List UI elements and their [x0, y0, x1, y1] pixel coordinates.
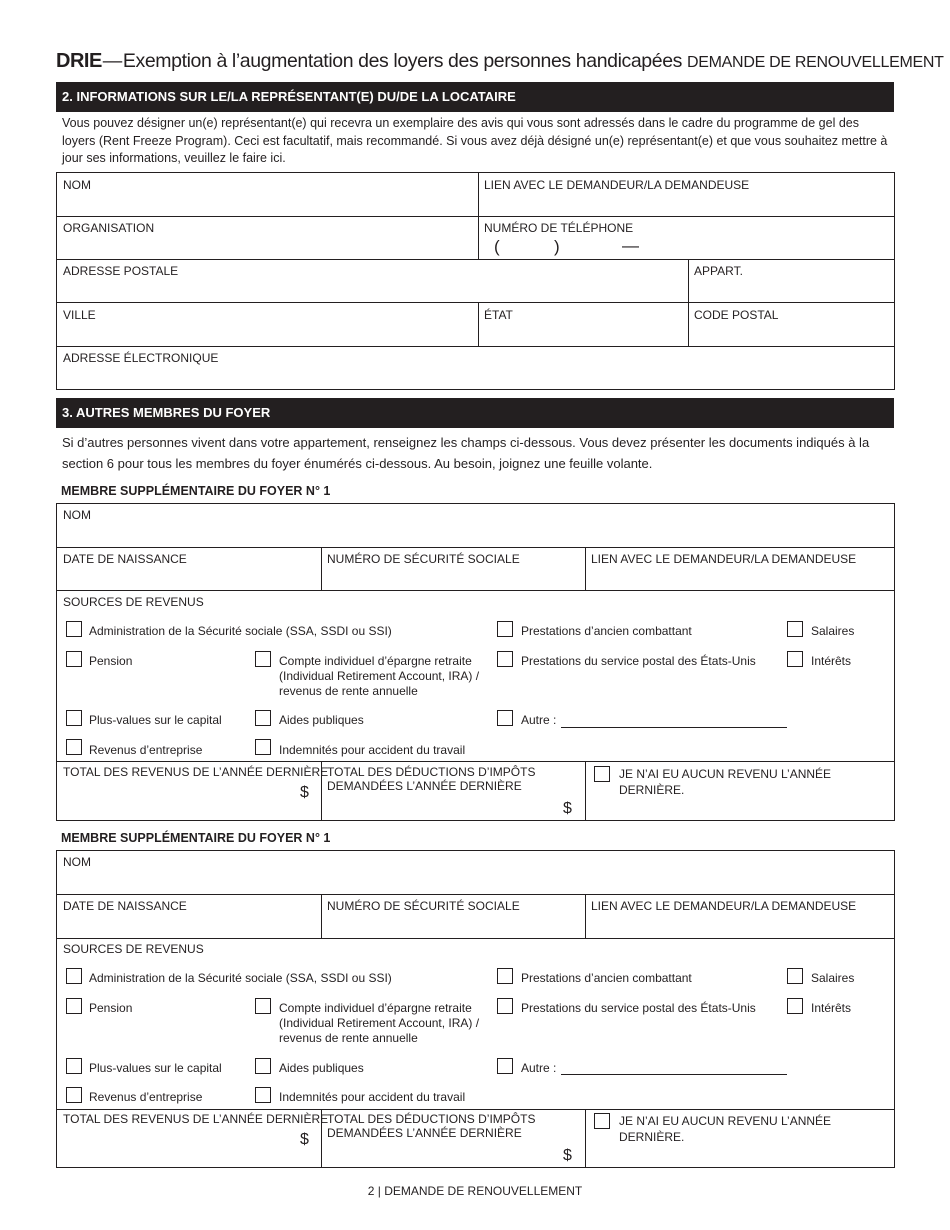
member-1-ssn-field[interactable]: NUMÉRO DE SÉCURITÉ SOCIALE	[327, 552, 520, 566]
section-2-header: 2. INFORMATIONS SUR LE/LA REPRÉSENTANT(E) DU/DE LA LOCATAIRE	[56, 82, 894, 112]
member-1-name-field[interactable]: NOM	[63, 508, 91, 522]
member-2-interets-checkbox[interactable]	[787, 998, 803, 1014]
rep-city-field[interactable]: VILLE	[63, 308, 96, 322]
member-2-postal-checkbox[interactable]	[497, 998, 513, 1014]
member-1-interets-checkbox[interactable]	[787, 651, 803, 667]
rep-name-field[interactable]: NOM	[63, 178, 91, 192]
member-1-total-deductions-field[interactable]: TOTAL DES DÉDUCTIONS D’IMPÔTS DEMANDÉES L’ANNÉE DERNIÈRE	[327, 765, 536, 793]
member-1-veteran-checkbox[interactable]	[497, 621, 513, 637]
member-2-pension-label: Pension	[89, 1001, 133, 1015]
member-1-ira-label: Compte individuel d’épargne retraite (Individual Retirement Account, IRA) / revenus de rente annuelle	[279, 654, 480, 698]
member-2-no-income-label: JE N’AI EU AUCUN REVENU L’ANNÉE DERNIÈRE.	[619, 1114, 832, 1144]
form-type: DEMANDE DE RENOUVELLEMENT	[687, 54, 944, 71]
member-1-autre-input[interactable]	[561, 727, 787, 728]
phone-open-paren: (	[494, 237, 500, 256]
member-2-autre-checkbox[interactable]	[497, 1058, 513, 1074]
member-2-title: MEMBRE SUPPLÉMENTAIRE DU FOYER N° 1	[61, 831, 331, 845]
member-2-salaires-checkbox[interactable]	[787, 968, 803, 984]
member-1-total-income-currency: $	[300, 784, 309, 801]
member-1-ssa-label: Administration de la Sécurité sociale (SSA, SSDI ou SSI)	[89, 624, 392, 638]
member-2-relationship-field[interactable]: LIEN AVEC LE DEMANDEUR/LA DEMANDEUSE	[591, 899, 857, 913]
member-1-entreprise-checkbox[interactable]	[66, 739, 82, 755]
form-code: DRIE	[56, 50, 102, 72]
rep-state-field[interactable]: ÉTAT	[484, 308, 513, 322]
member-1-entreprise-label: Revenus d’entreprise	[89, 743, 203, 757]
member-1-accident-checkbox[interactable]	[255, 739, 271, 755]
member-2-ssn-field[interactable]: NUMÉRO DE SÉCURITÉ SOCIALE	[327, 899, 520, 913]
member-2-total-deductions-currency: $	[563, 1147, 572, 1164]
member-1-ira-checkbox[interactable]	[255, 651, 271, 667]
form-name: Exemption à l’augmentation des loyers des personnes handicapées	[122, 50, 682, 72]
member-1-plusvalues-checkbox[interactable]	[66, 710, 82, 726]
member-2-postal-label: Prestations du service postal des États-Unis	[521, 1001, 756, 1015]
member-2-autre-label: Autre :	[521, 1061, 557, 1075]
member-2-total-income-currency: $	[300, 1131, 309, 1148]
member-2-ssa-label: Administration de la Sécurité sociale (SSA, SSDI ou SSI)	[89, 971, 392, 985]
member-1-veteran-label: Prestations d’ancien combattant	[521, 624, 692, 638]
member-2-ira-label: Compte individuel d’épargne retraite (Individual Retirement Account, IRA) / revenus de rente annuelle	[279, 1001, 480, 1045]
member-2-plusvalues-checkbox[interactable]	[66, 1058, 82, 1074]
member-1-no-income-checkbox[interactable]	[594, 766, 610, 782]
representative-form	[56, 172, 895, 390]
member-2-total-deductions-field[interactable]: TOTAL DES DÉDUCTIONS D’IMPÔTS DEMANDÉES L’ANNÉE DERNIÈRE	[327, 1112, 536, 1140]
phone-close-paren: )	[554, 237, 560, 256]
member-2-name-field[interactable]: NOM	[63, 855, 91, 869]
member-2-no-income-checkbox[interactable]	[594, 1113, 610, 1129]
rep-address-field[interactable]: ADRESSE POSTALE	[63, 264, 179, 278]
member-2-veteran-checkbox[interactable]	[497, 968, 513, 984]
member-1-form	[56, 503, 895, 821]
member-2-pension-checkbox[interactable]	[66, 998, 82, 1014]
member-2-entreprise-checkbox[interactable]	[66, 1087, 82, 1103]
member-1-aides-label: Aides publiques	[279, 713, 364, 727]
member-1-pension-checkbox[interactable]	[66, 651, 82, 667]
member-1-dob-field[interactable]: DATE DE NAISSANCE	[63, 552, 187, 566]
member-1-autre-label: Autre :	[521, 713, 557, 727]
title-dash: —	[102, 50, 122, 72]
member-1-relationship-field[interactable]: LIEN AVEC LE DEMANDEUR/LA DEMANDEUSE	[591, 552, 857, 566]
member-2-aides-checkbox[interactable]	[255, 1058, 271, 1074]
member-2-veteran-label: Prestations d’ancien combattant	[521, 971, 692, 985]
member-2-ssa-checkbox[interactable]	[66, 968, 82, 984]
member-2-ira-checkbox[interactable]	[255, 998, 271, 1014]
section-3-header: 3. AUTRES MEMBRES DU FOYER	[56, 398, 894, 428]
member-2-accident-checkbox[interactable]	[255, 1087, 271, 1103]
member-1-interets-label: Intérêts	[811, 654, 852, 668]
member-1-ssa-checkbox[interactable]	[66, 621, 82, 637]
member-1-accident-label: Indemnités pour accident du travail	[279, 743, 466, 757]
rep-email-field[interactable]: ADRESSE ÉLECTRONIQUE	[63, 351, 219, 365]
member-2-accident-label: Indemnités pour accident du travail	[279, 1090, 466, 1104]
member-1-autre-checkbox[interactable]	[497, 710, 513, 726]
section-2-intro: Vous pouvez désigner un(e) représentant(e) qui recevra un exemplaire des avis qui vous sont adressés dans le cadre du programme de gel des loyers (Rent Freeze Program). Ceci est facultatif, mais recommandé. Si vous avez déjà désigné un(e) représentant(e) et que vous souhaitez mettre à jour ses informations, veuillez le faire ici.	[62, 116, 888, 165]
member-1-salaires-label: Salaires	[811, 624, 855, 638]
rep-organization-field[interactable]: ORGANISATION	[63, 221, 155, 235]
member-1-no-income-label: JE N’AI EU AUCUN REVENU L’ANNÉE DERNIÈRE.	[619, 767, 832, 797]
member-1-plusvalues-label: Plus-values sur le capital	[89, 713, 222, 727]
rep-apt-field[interactable]: APPART.	[694, 264, 743, 278]
member-1-postal-label: Prestations du service postal des États-Unis	[521, 654, 756, 668]
phone-dash: —	[622, 236, 639, 255]
member-2-form	[56, 850, 895, 1168]
rep-zip-field[interactable]: CODE POSTAL	[694, 308, 779, 322]
page-footer: 2 | DEMANDE DE RENOUVELLEMENT	[367, 1184, 583, 1198]
section-3-intro: Si d’autres personnes vivent dans votre appartement, renseignez les champs ci-dessous. Vous devez présenter les documents indiqués à la section 6 pour tous les membres du foyer énumérés ci-dessous. Au besoin, joignez une feuille volante.	[62, 435, 870, 471]
member-1-total-income-field[interactable]: TOTAL DES REVENUS DE L’ANNÉE DERNIÈRE	[63, 765, 329, 779]
member-1-postal-checkbox[interactable]	[497, 651, 513, 667]
member-1-income-sources-label: SOURCES DE REVENUS	[63, 595, 204, 609]
member-2-aides-label: Aides publiques	[279, 1061, 364, 1075]
member-2-dob-field[interactable]: DATE DE NAISSANCE	[63, 899, 187, 913]
member-1-title: MEMBRE SUPPLÉMENTAIRE DU FOYER N° 1	[61, 484, 331, 498]
member-2-total-income-field[interactable]: TOTAL DES REVENUS DE L’ANNÉE DERNIÈRE	[63, 1112, 329, 1126]
form-title	[56, 50, 944, 73]
member-2-salaires-label: Salaires	[811, 971, 855, 985]
member-2-income-sources-label: SOURCES DE REVENUS	[63, 942, 204, 956]
member-1-salaires-checkbox[interactable]	[787, 621, 803, 637]
member-2-plusvalues-label: Plus-values sur le capital	[89, 1061, 222, 1075]
member-2-autre-input[interactable]	[561, 1074, 787, 1075]
rep-phone-field[interactable]: NUMÉRO DE TÉLÉPHONE	[484, 221, 634, 235]
member-1-pension-label: Pension	[89, 654, 133, 668]
member-1-aides-checkbox[interactable]	[255, 710, 271, 726]
member-2-interets-label: Intérêts	[811, 1001, 852, 1015]
member-2-entreprise-label: Revenus d’entreprise	[89, 1090, 203, 1104]
rep-relationship-field[interactable]: LIEN AVEC LE DEMANDEUR/LA DEMANDEUSE	[484, 178, 750, 192]
member-1-total-deductions-currency: $	[563, 800, 572, 817]
